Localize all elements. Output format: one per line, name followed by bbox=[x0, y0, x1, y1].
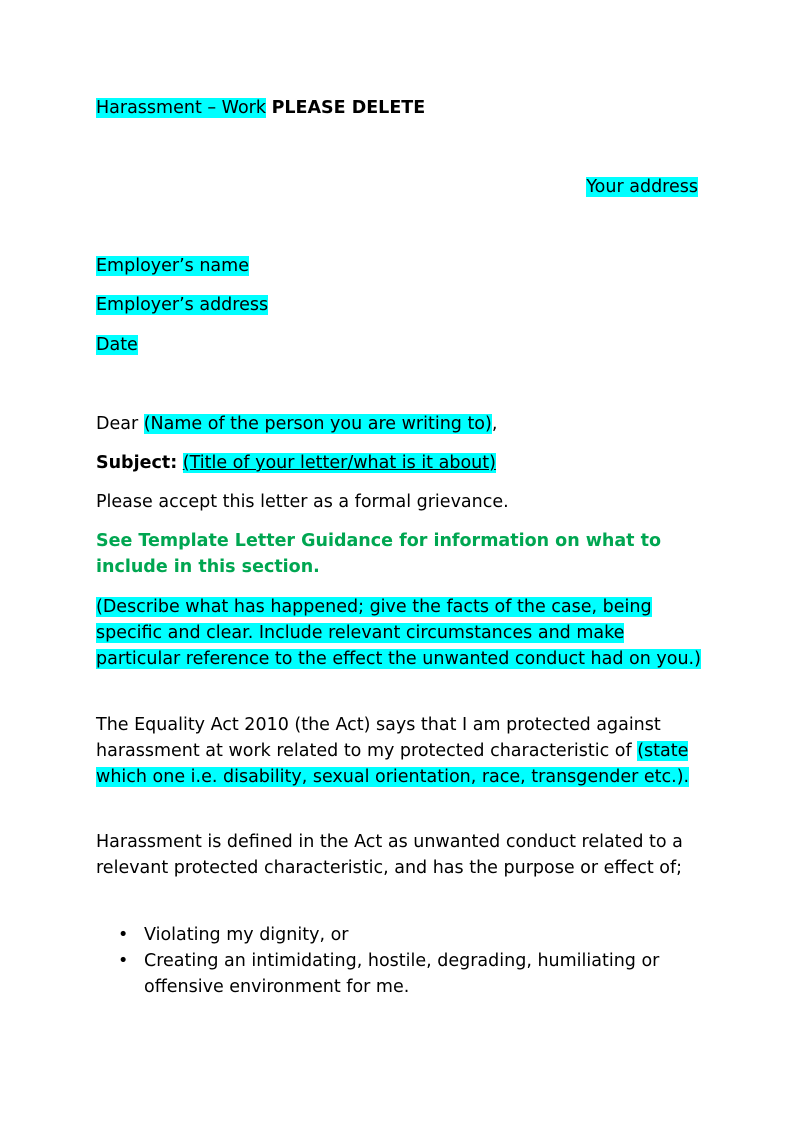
recipient-name-placeholder: (Name of the person you are writing to) bbox=[143, 414, 492, 434]
definition-paragraph: Harassment is defined in the Act as unwanted conduct related to a relevant protected characteristic, and has the purpose or effect of; bbox=[96, 832, 683, 878]
effects-list bbox=[96, 922, 706, 1000]
employer-address-line bbox=[96, 293, 268, 317]
list-item-text: Creating an intimidating, hostile, degrading, humiliating or offensive environment for me. bbox=[144, 951, 660, 997]
your-address-placeholder: Your address bbox=[586, 177, 698, 197]
subject-placeholder: (Title of your letter/what is it about) bbox=[182, 453, 496, 473]
salutation-dear: Dear bbox=[96, 414, 144, 434]
title-please-delete: PLEASE DELETE bbox=[271, 98, 426, 118]
describe-paragraph bbox=[96, 594, 702, 672]
equality-paragraph bbox=[96, 712, 696, 790]
describe-placeholder: (Describe what has happened; give the facts of the case, being specific and clear. Include relevant circumstances and make particular reference to the effect the unwanted conduct had on you.) bbox=[96, 597, 701, 669]
salutation-comma: , bbox=[491, 414, 498, 434]
list-item bbox=[96, 948, 706, 1000]
employer-name-line bbox=[96, 254, 249, 278]
date-line bbox=[96, 333, 138, 357]
employer-address-placeholder: Employer’s address bbox=[96, 295, 269, 315]
title-highlight: Harassment – Work bbox=[96, 98, 266, 118]
subject-label: Subject: bbox=[96, 453, 178, 473]
date-placeholder: Date bbox=[96, 335, 138, 355]
list-item bbox=[96, 922, 706, 948]
characteristic-placeholder: (state which one i.e. disability, sexual orientation, race, transgender etc.). bbox=[96, 741, 690, 787]
intro-paragraph: Please accept this letter as a formal grievance. bbox=[96, 492, 509, 512]
employer-name-placeholder: Employer’s name bbox=[96, 256, 249, 276]
guidance-note: See Template Letter Guidance for information on what to include in this section. bbox=[96, 531, 662, 577]
sender-address bbox=[586, 175, 698, 199]
subject-line bbox=[96, 451, 496, 475]
document-title bbox=[96, 96, 425, 120]
equality-text: The Equality Act 2010 (the Act) says that I am protected against harassment at work related to my protected characteristic of bbox=[96, 715, 661, 761]
salutation bbox=[96, 412, 497, 436]
bullet-icon: • bbox=[118, 951, 129, 971]
list-item-text: Violating my dignity, or bbox=[144, 925, 349, 945]
bullet-icon: • bbox=[118, 925, 129, 945]
